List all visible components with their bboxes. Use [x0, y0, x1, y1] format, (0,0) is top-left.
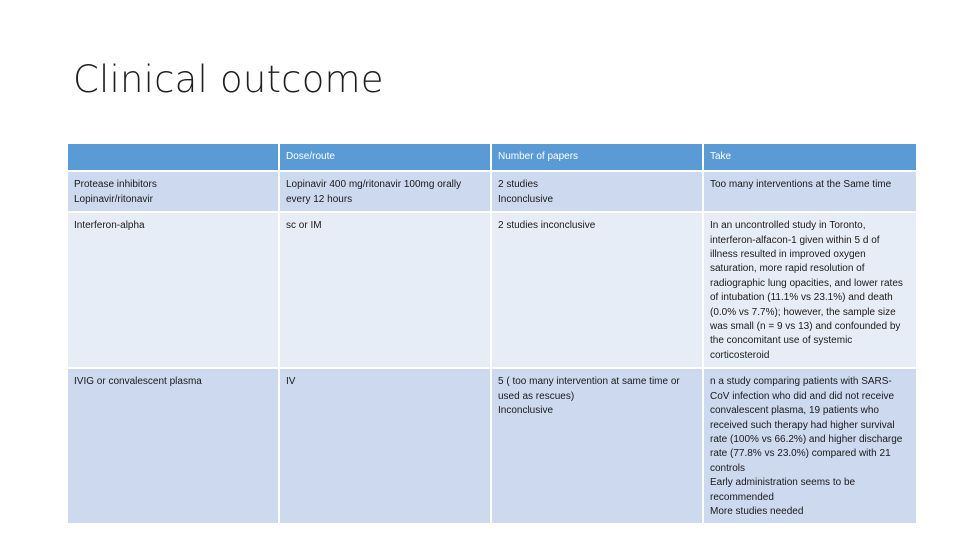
cell-dose-route: Lopinavir 400 mg/ritonavir 100mg orally every 12 hours — [280, 172, 490, 211]
header-dose-route: Dose/route — [280, 144, 490, 170]
header-treatment — [68, 144, 278, 170]
cell-papers: 5 ( too many intervention at same time or used as rescues) Inconclusive — [492, 369, 702, 523]
table-row — [68, 369, 916, 523]
slide-title: Clinical outcome — [73, 58, 384, 101]
cell-treatment: Protease inhibitors Lopinavir/ritonavir — [68, 172, 278, 211]
cell-papers: 2 studies inconclusive — [492, 213, 702, 367]
cell-dose-route: sc or IM — [280, 213, 490, 367]
table-row — [68, 213, 916, 367]
cell-dose-route: IV — [280, 369, 490, 523]
cell-treatment: IVIG or convalescent plasma — [68, 369, 278, 523]
cell-take: In an uncontrolled study in Toronto, interferon-alfacon-1 given within 5 d of illness resulted in improved oxygen saturation, more rapid resolution of radiographic lung opacities, and lower rates of intubation (11.1% vs 23.1%) and death (0.0% vs 7.7%); however, the sample size was small (n = 9 vs 13) and confounded by the concomitant use of systemic corticosteroid — [704, 213, 916, 367]
table-row — [68, 172, 916, 211]
cell-papers: 2 studies Inconclusive — [492, 172, 702, 211]
header-take: Take — [704, 144, 916, 170]
table-header-row — [68, 144, 916, 170]
cell-take: Too many interventions at the Same time — [704, 172, 916, 211]
cell-take: n a study comparing patients with SARS-CoV infection who did and did not receive convalescent plasma, 19 patients who received such therapy had higher survival rate (100% vs 66.2%) and higher discharge rate (77.8% vs 23.0%) compared with 21 controls Early administration seems to be recommended More studies needed — [704, 369, 916, 523]
clinical-outcome-table — [66, 142, 918, 525]
header-number-of-papers: Number of papers — [492, 144, 702, 170]
cell-treatment: Interferon-alpha — [68, 213, 278, 367]
